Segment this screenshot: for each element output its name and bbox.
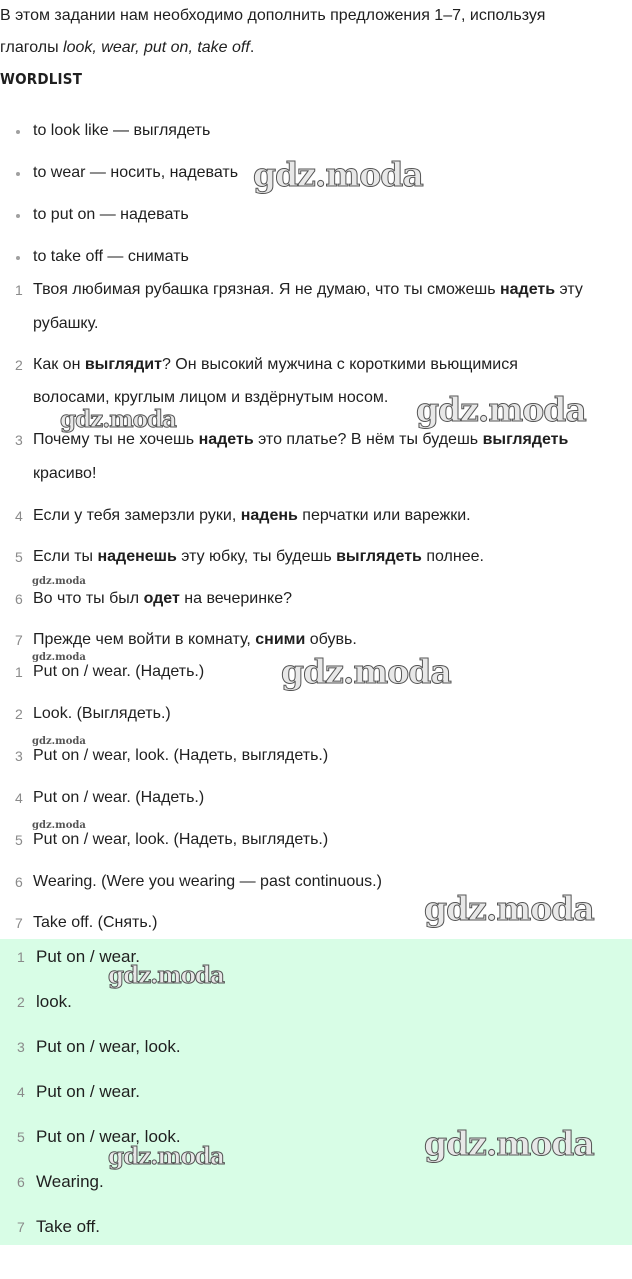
sentence-number: 5 — [15, 549, 23, 565]
final-answer: Put on / wear, look. — [36, 1037, 181, 1056]
sentence-number: 4 — [15, 508, 23, 524]
answer-number: 5 — [15, 832, 23, 848]
final-answer: Put on / wear, look. — [36, 1127, 181, 1146]
watermark-logo: gdz.moda — [424, 889, 594, 928]
sentence-2-line-2: волосами, круглым лицом и вздёрнутым носом. — [33, 389, 389, 406]
answer-translation: Look. (Выглядеть.) — [33, 705, 171, 722]
final-answer-number: 3 — [17, 1039, 25, 1055]
sentence-1: Твоя любимая рубашка грязная. Я не думаю, что ты сможешь надеть эту — [33, 281, 583, 298]
answer-translation: Put on / wear, look. (Надеть, выглядеть.) — [33, 831, 329, 848]
answer-number: 7 — [15, 915, 23, 931]
answer-translation: Put on / wear. (Надеть.) — [33, 663, 205, 680]
watermark-logo: gdz.moda — [281, 652, 451, 691]
sentence-3: Почему ты не хочешь надеть это платье? В нём ты будешь выглядеть — [33, 431, 569, 448]
sentence-2: Как он выглядит? Он высокий мужчина с короткими вьющимися — [33, 356, 518, 373]
final-answer: Put on / wear. — [36, 947, 140, 966]
final-answers-block — [0, 939, 632, 1245]
watermark-logo: gdz.moda — [108, 1143, 224, 1170]
final-answer: Put on / wear. — [36, 1082, 140, 1101]
final-answer-number: 1 — [17, 949, 25, 965]
sentence-6: Во что ты был одет на вечеринке? — [33, 590, 293, 607]
watermark-small: gdz.moda — [32, 652, 86, 663]
final-answer-number: 5 — [17, 1129, 25, 1145]
watermark-small: gdz.moda — [32, 576, 86, 587]
wordlist-item: to look like — выглядеть — [33, 122, 211, 139]
sentence-7: Прежде чем войти в комнату, сними обувь. — [33, 631, 357, 648]
final-answer-number: 7 — [17, 1219, 25, 1235]
answer-number: 4 — [15, 790, 23, 806]
intro-verbs: look, wear, put on, take off — [63, 39, 250, 56]
final-answer-number: 4 — [17, 1084, 25, 1100]
watermark-logo: gdz.moda — [424, 1124, 594, 1163]
intro-line-2: глаголы look, wear, put on, take off. — [0, 39, 255, 56]
answer-number: 2 — [15, 706, 23, 722]
wordlist-item: to wear — носить, надевать — [33, 164, 239, 181]
sentence-number: 1 — [15, 282, 23, 298]
intro-line-1: В этом задании нам необходимо дополнить предложения 1–7, используя — [0, 7, 546, 24]
intro-text — [0, 0, 620, 64]
sentence-5: Если ты наденешь эту юбку, ты будешь выглядеть полнее. — [33, 548, 484, 565]
answer-translation: Put on / wear, look. (Надеть, выглядеть.) — [33, 747, 329, 764]
final-answer-number: 2 — [17, 994, 25, 1010]
sentence-3-line-2: красиво! — [33, 465, 97, 482]
answer-translation: Put on / wear. (Надеть.) — [33, 789, 205, 806]
final-answer: look. — [36, 992, 72, 1011]
final-answer: Take off. — [36, 1217, 100, 1236]
watermark-logo: gdz.moda — [416, 390, 586, 429]
wordlist-item: to take off — снимать — [33, 248, 189, 265]
sentence-number: 6 — [15, 591, 23, 607]
sentence-4: Если у тебя замерзли руки, надень перчатки или варежки. — [33, 507, 471, 524]
answer-number: 1 — [15, 664, 23, 680]
final-answer-number: 6 — [17, 1174, 25, 1190]
sentence-number: 7 — [15, 632, 23, 648]
wordlist-title: WORDLIST — [0, 70, 83, 88]
wordlist-item: to put on — надевать — [33, 206, 189, 223]
sentence-1-line-2: рубашку. — [33, 315, 99, 332]
final-answer: Wearing. — [36, 1172, 104, 1191]
sentence-number: 3 — [15, 432, 23, 448]
watermark-logo: gdz.moda — [253, 155, 423, 194]
answer-number: 3 — [15, 748, 23, 764]
answer-translation: Take off. (Снять.) — [33, 914, 158, 931]
watermark-logo: gdz.moda — [60, 406, 176, 433]
watermark-logo: gdz.moda — [108, 962, 224, 989]
sentence-number: 2 — [15, 357, 23, 373]
watermark-small: gdz.moda — [32, 820, 86, 831]
answer-translation: Wearing. (Were you wearing — past continuous.) — [33, 873, 382, 890]
answer-number: 6 — [15, 874, 23, 890]
watermark-small: gdz.moda — [32, 736, 86, 747]
